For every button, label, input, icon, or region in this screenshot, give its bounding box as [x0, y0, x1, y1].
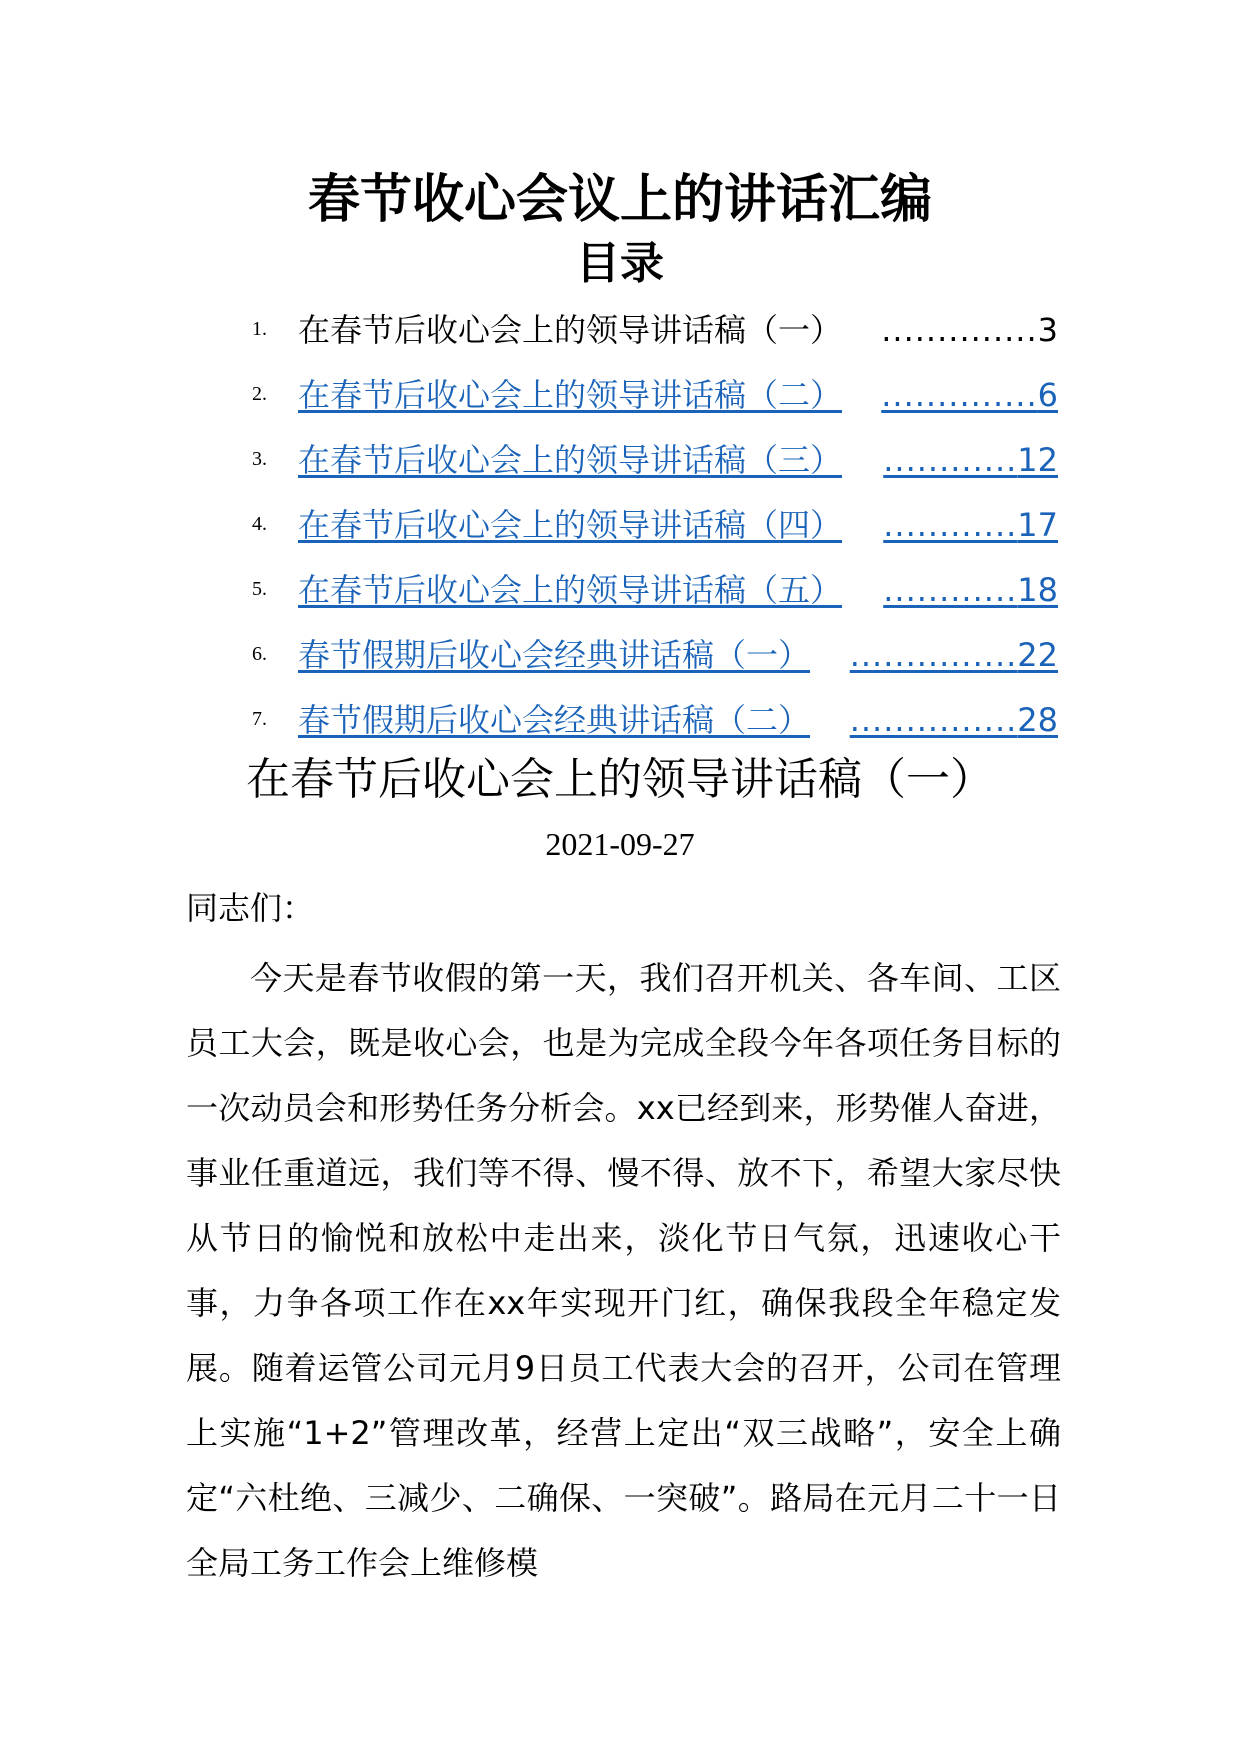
toc-entry-link[interactable]	[298, 308, 1058, 352]
toc-item-2	[252, 362, 1058, 427]
toc-item-number: 6.	[252, 643, 267, 665]
toc-dot-leader: ..............	[881, 375, 1038, 414]
toc-item-4	[252, 492, 1058, 557]
toc-page-number: 22	[1017, 635, 1058, 674]
toc-item-6	[252, 622, 1058, 687]
speech-greeting: 同志们：	[186, 889, 315, 927]
speech-paragraph: 今天是春节收假的第一天，我们召开机关、各车间、工区员工大会，既是收心会，也是为完成全段今年各项任务目标的一次动员会和形势任务分析会。xx已经到来，形势催人奋进，事业任重道远，我们等不得、慢不得、放不下，希望大家尽快从节日的愉悦和放松中走出来，淡化节日气氛，迅速收心干事，力争各项工作在xx年实现开门红，确保我段全年稳定发展。随着运管公司元月9日员工代表大会的召开，公司在管理上实施“1+2”管理改革，经营上定出“双三战略”，安全上确定“六杜绝、三减少、二确保、一突破”。路局在元月二十一日全局工务工作会上维修模	[186, 959, 1061, 1582]
toc-page-number: 18	[1017, 570, 1058, 609]
toc-item-number: 7.	[252, 708, 267, 730]
toc-entry-link[interactable]	[298, 698, 1058, 742]
toc-item-3	[252, 427, 1058, 492]
toc-entry-text: 在春节后收心会上的领导讲话稿（三）	[298, 440, 843, 479]
toc-page-number: 12	[1017, 440, 1058, 479]
toc-page-number: 3	[1037, 310, 1058, 349]
toc-entry-link[interactable]	[298, 373, 1058, 417]
toc-item-1	[252, 297, 1058, 362]
toc-dot-leader: ...............	[849, 700, 1018, 739]
toc-entry-text: 在春节后收心会上的领导讲话稿（二）	[298, 375, 843, 414]
toc-dot-leader: ............	[883, 505, 1018, 544]
toc-entry-text: 春节假期后收心会经典讲话稿（二）	[298, 700, 811, 739]
toc-entry-text: 在春节后收心会上的领导讲话稿（五）	[298, 570, 843, 609]
document-title: 春节收心会议上的讲话汇编	[307, 170, 932, 230]
toc-item-number: 1.	[252, 318, 267, 340]
toc-heading: 目录	[576, 238, 664, 289]
toc-page-number: 28	[1017, 700, 1058, 739]
toc-entry-text: 春节假期后收心会经典讲话稿（一）	[298, 635, 811, 674]
toc-entry-text: 在春节后收心会上的领导讲话稿（四）	[298, 505, 843, 544]
toc-entry-text: 在春节后收心会上的领导讲话稿（一）	[298, 310, 843, 349]
toc-entry-link[interactable]	[298, 503, 1058, 547]
toc-item-number: 3.	[252, 448, 267, 470]
toc-item-number: 2.	[252, 383, 267, 405]
toc-page-number: 17	[1017, 505, 1058, 544]
section-title: 在春节后收心会上的领导讲话稿（一）	[246, 754, 994, 805]
toc-entry-link[interactable]	[298, 568, 1058, 612]
toc-item-5	[252, 557, 1058, 622]
toc-dot-leader: ............	[883, 570, 1018, 609]
toc-item-number: 4.	[252, 513, 267, 535]
toc-item-number: 5.	[252, 578, 267, 600]
toc-dot-leader: ............	[883, 440, 1018, 479]
toc-dot-leader: ...............	[849, 635, 1018, 674]
section-date: 2021-09-27	[545, 826, 695, 862]
toc-page-number: 6	[1037, 375, 1058, 414]
toc-entry-link[interactable]	[298, 633, 1058, 677]
table-of-contents	[252, 297, 1058, 752]
toc-dot-leader: ..............	[881, 310, 1038, 349]
toc-entry-link[interactable]	[298, 438, 1058, 482]
toc-item-7	[252, 687, 1058, 752]
